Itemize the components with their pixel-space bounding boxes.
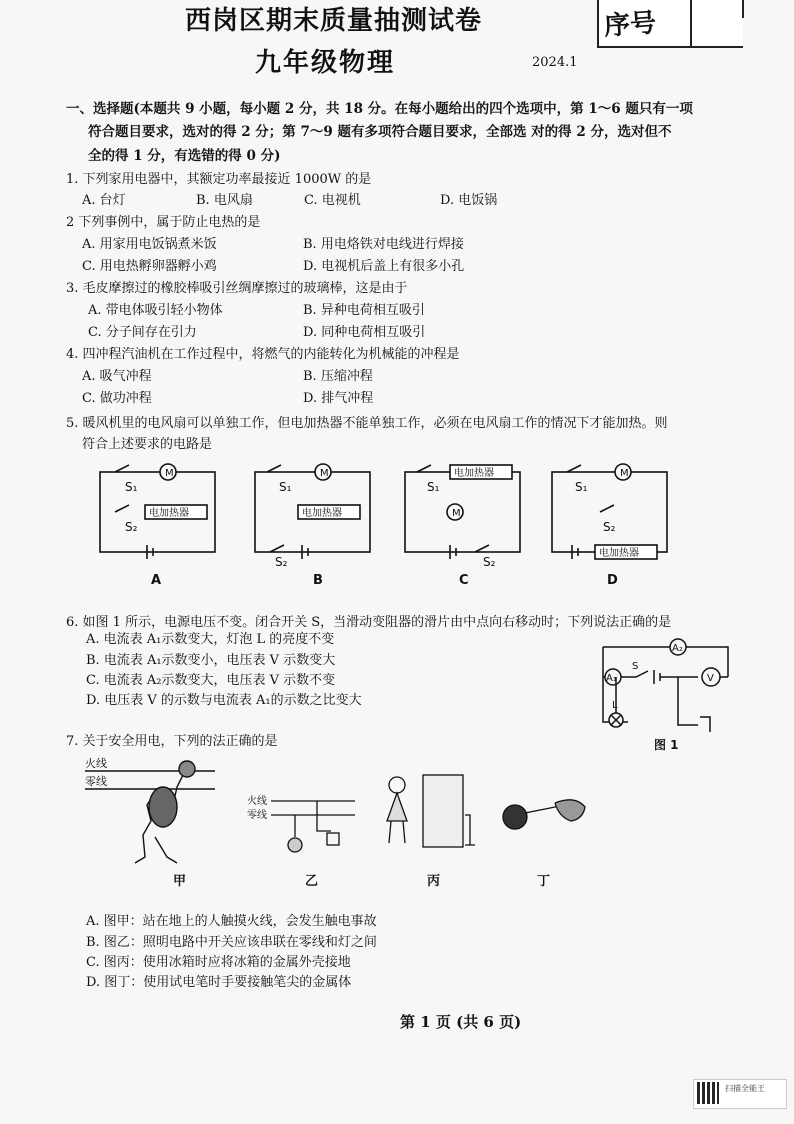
question-1-stem: 1. 下列家用电器中，其额定功率最接近 1000W 的是 (66, 172, 372, 187)
neutral-wire-label-yi: 零线 (247, 810, 267, 821)
question-3-option-d: D. 同种电荷相互吸引 (303, 325, 426, 340)
live-wire-label-jia: 火线 (85, 757, 107, 770)
question-3-option-a: A. 带电体吸引轻小物体 (88, 303, 223, 318)
sequence-box-divider (690, 0, 692, 46)
question-7-option-c: C. 图丙：使用冰箱时应将冰箱的金属外壳接地 (86, 955, 351, 970)
question-6-option-d: D. 电压表 V 的示数与电流表 A₁的示数之比变大 (86, 693, 362, 708)
switch-s2-label-c: S₂ (483, 555, 496, 569)
question-3-stem: 3. 毛皮摩擦过的橡胶棒吸引丝绸摩擦过的玻璃棒，这是由于 (66, 281, 408, 296)
question-7-stem: 7. 关于安全用电，下列的法正确的是 (66, 734, 278, 749)
sequence-label: 序号 (603, 8, 658, 42)
motor-label-b: M (320, 468, 329, 479)
question-2-option-a: A. 用家用电饭锅煮米饭 (82, 237, 217, 252)
question-2-option-c: C. 用电热孵卵器孵小鸡 (82, 259, 217, 274)
question-1-option-a: A. 台灯 (82, 193, 126, 208)
switch-s1-label-a: S₁ (125, 480, 138, 494)
heater-label-d: 电加热器 (599, 548, 639, 559)
switch-s2-label-d: S₂ (603, 520, 616, 534)
figure-1-circuit (588, 632, 738, 752)
section-instructions-line2: 符合题目要求，选对的得 2 分；第 7～9 题有多项符合题目要求，全部选 对的得 2 分，选对但不 (88, 124, 672, 140)
question-6-option-c: C. 电流表 A₂示数变大，电压表 V 示数不变 (86, 673, 336, 688)
question-5-stem-line2: 符合上述要求的电路是 (82, 437, 213, 452)
switch-s-label: S (632, 661, 639, 672)
lamp-l-label: L (612, 700, 618, 711)
question-5-circuits (95, 462, 675, 592)
question-3-option-c: C. 分子间存在引力 (88, 325, 197, 340)
switch-s2-label-b: S₂ (275, 555, 288, 569)
question-4-option-c: C. 做功冲程 (82, 391, 152, 406)
question-7-option-a: A. 图甲：站在地上的人触摸火线，会发生触电事故 (86, 914, 377, 929)
question-2-stem: 2 下列事例中，属于防止电热的是 (66, 215, 261, 230)
ammeter-a2-label: A₂ (672, 643, 683, 654)
question-2-option-b: B. 用电烙铁对电线进行焊接 (303, 237, 464, 252)
switch-s2-label-a: S₂ (125, 520, 138, 534)
neutral-wire-label-jia: 零线 (85, 775, 107, 788)
question-1-option-d: D. 电饭锅 (440, 193, 498, 208)
heater-label-a: 电加热器 (149, 508, 189, 519)
motor-label-c: M (452, 508, 461, 519)
page-footer: 第 1 页 (共 6 页) (400, 1013, 522, 1031)
qr-code-icon (697, 1082, 719, 1104)
paper-subtitle: 九年级物理 (255, 48, 396, 78)
question-3-option-b: B. 异种电荷相互吸引 (303, 303, 425, 318)
figure-label-ding: 丁 (537, 874, 551, 889)
question-1-option-c: C. 电视机 (304, 193, 361, 208)
circuit-label-d: D (607, 573, 618, 588)
section-instructions-line1: 一、选择题(本题共 9 小题，每小题 2 分，共 18 分。在每小题给出的四个选项中，第 1～6 题只有一项 (66, 101, 693, 117)
live-wire-label-yi: 火线 (247, 796, 267, 807)
question-2-option-d: D. 电视机后盖上有很多小孔 (303, 259, 465, 274)
circuit-label-c: C (459, 573, 469, 588)
question-5-stem-line1: 5. 暖风机里的电风扇可以单独工作，但电加热器不能单独工作，必须在电风扇工作的情况下才能加热。则 (66, 416, 668, 431)
question-4-option-b: B. 压缩冲程 (303, 369, 373, 384)
question-6-stem: 6. 如图 1 所示，电源电压不变。闭合开关 S，当滑动变阻器的滑片由中点向右移动时；下列说法正确的是 (66, 615, 672, 630)
question-4-stem: 4. 四冲程汽油机在工作过程中，将燃气的内能转化为机械能的冲程是 (66, 347, 460, 362)
figure-label-yi: 乙 (305, 874, 319, 889)
question-6-option-b: B. 电流表 A₁示数变小，电压表 V 示数变大 (86, 653, 336, 668)
paper-title: 西岗区期末质量抽测试卷 (185, 6, 483, 36)
figure-label-jia: 甲 (173, 874, 187, 889)
circuit-label-a: A (151, 573, 162, 588)
switch-s1-label-c: S₁ (427, 480, 440, 494)
question-7-option-d: D. 图丁：使用试电笔时手要接触笔尖的金属体 (86, 975, 352, 990)
motor-label-a: M (165, 468, 174, 479)
ammeter-a1-label: A₁ (606, 673, 617, 684)
switch-s1-label-b: S₁ (279, 480, 292, 494)
paper-date: 2024.1 (532, 55, 578, 70)
question-1-option-b: B. 电风扇 (196, 193, 253, 208)
switch-s1-label-d: S₁ (575, 480, 588, 494)
question-4-option-d: D. 排气冲程 (303, 391, 374, 406)
scanner-brand: 扫描全能王 (725, 1084, 765, 1093)
section-instructions-line3: 全的得 1 分，有选错的得 0 分) (88, 148, 281, 164)
figure-1-label: 图 1 (654, 738, 679, 752)
question-7-option-b: B. 图乙：照明电路中开关应该串联在零线和灯之间 (86, 935, 377, 950)
sequence-box-divider-2 (742, 0, 744, 18)
motor-label-d: M (620, 468, 629, 479)
heater-label-c: 电加热器 (454, 468, 494, 479)
question-6-option-a: A. 电流表 A₁示数变大，灯泡 L 的亮度不变 (86, 632, 335, 647)
figure-label-bing: 丙 (427, 874, 441, 889)
voltmeter-label: V (707, 673, 714, 684)
question-4-option-a: A. 吸气冲程 (82, 369, 152, 384)
circuit-label-b: B (313, 573, 323, 588)
heater-label-b: 电加热器 (302, 508, 342, 519)
question-7-figures (85, 755, 625, 895)
